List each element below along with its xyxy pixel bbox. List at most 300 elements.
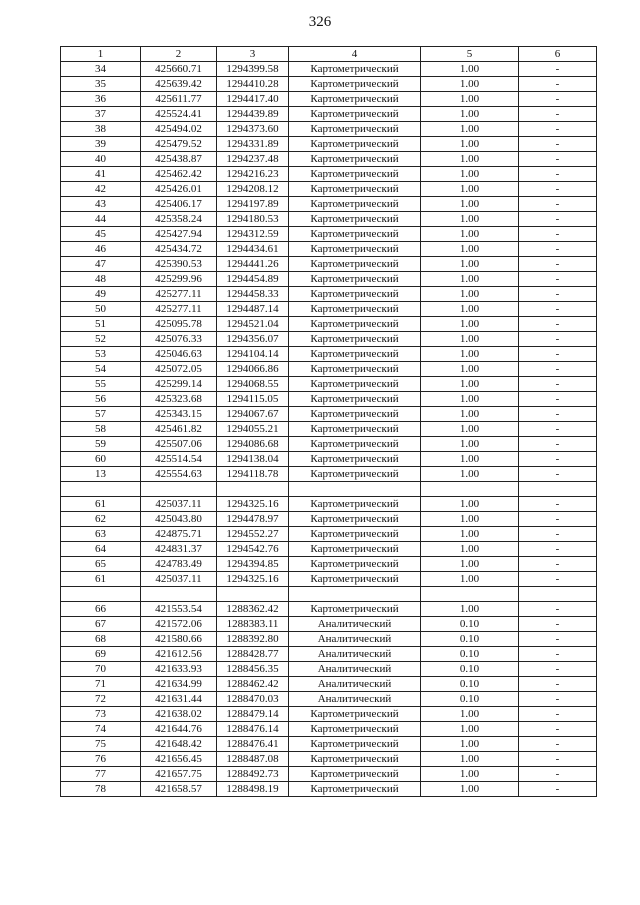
- x-coordinate-cell: 425462.42: [141, 167, 217, 182]
- accuracy-cell: 1.00: [421, 257, 519, 272]
- table-row: [61, 737, 597, 752]
- method-cell: Картометрический: [289, 602, 421, 617]
- x-coordinate-cell: 425438.87: [141, 152, 217, 167]
- accuracy-cell: 1.00: [421, 302, 519, 317]
- point-number-cell: 61: [61, 497, 141, 512]
- point-number-cell: 42: [61, 182, 141, 197]
- y-coordinate-cell: 1294086.68: [217, 437, 289, 452]
- x-coordinate-cell: 421644.76: [141, 722, 217, 737]
- note-cell: -: [519, 347, 597, 362]
- y-coordinate-cell: 1288487.08: [217, 752, 289, 767]
- table-row: [61, 347, 597, 362]
- table-row: [61, 677, 597, 692]
- x-coordinate-cell: 425072.05: [141, 362, 217, 377]
- note-cell: -: [519, 647, 597, 662]
- table-row: [61, 167, 597, 182]
- x-coordinate-cell: 425358.24: [141, 212, 217, 227]
- note-cell: -: [519, 167, 597, 182]
- page-number: 326: [308, 14, 332, 30]
- accuracy-cell: 1.00: [421, 392, 519, 407]
- point-number-cell: 45: [61, 227, 141, 242]
- point-number-cell: 71: [61, 677, 141, 692]
- method-cell: Картометрический: [289, 257, 421, 272]
- y-coordinate-cell: 1294373.60: [217, 122, 289, 137]
- method-cell: Аналитический: [289, 617, 421, 632]
- y-coordinate-cell: [217, 587, 289, 602]
- accuracy-cell: 1.00: [421, 542, 519, 557]
- x-coordinate-cell: 425323.68: [141, 392, 217, 407]
- note-cell: -: [519, 467, 597, 482]
- x-coordinate-cell: 425037.11: [141, 497, 217, 512]
- table-row: [61, 227, 597, 242]
- table-row: [61, 692, 597, 707]
- x-coordinate-cell: 424831.37: [141, 542, 217, 557]
- table-row: [61, 527, 597, 542]
- note-cell: -: [519, 737, 597, 752]
- accuracy-cell: 1.00: [421, 227, 519, 242]
- column-header-3: 3: [217, 47, 289, 62]
- x-coordinate-cell: 425554.63: [141, 467, 217, 482]
- note-cell: -: [519, 557, 597, 572]
- point-number-cell: 13: [61, 467, 141, 482]
- accuracy-cell: 1.00: [421, 242, 519, 257]
- y-coordinate-cell: [217, 482, 289, 497]
- method-cell: Картометрический: [289, 347, 421, 362]
- x-coordinate-cell: 425043.80: [141, 512, 217, 527]
- method-cell: Картометрический: [289, 332, 421, 347]
- y-coordinate-cell: 1294441.26: [217, 257, 289, 272]
- table-row: [61, 137, 597, 152]
- point-number-cell: 59: [61, 437, 141, 452]
- table-row: [61, 452, 597, 467]
- method-cell: Картометрический: [289, 287, 421, 302]
- x-coordinate-cell: 424875.71: [141, 527, 217, 542]
- x-coordinate-cell: 425434.72: [141, 242, 217, 257]
- accuracy-cell: 1.00: [421, 767, 519, 782]
- y-coordinate-cell: 1294399.58: [217, 62, 289, 77]
- table-row: [61, 572, 597, 587]
- x-coordinate-cell: 425507.06: [141, 437, 217, 452]
- point-number-cell: 73: [61, 707, 141, 722]
- y-coordinate-cell: 1294454.89: [217, 272, 289, 287]
- table-row: [61, 407, 597, 422]
- accuracy-cell: 1.00: [421, 197, 519, 212]
- point-number-cell: 69: [61, 647, 141, 662]
- accuracy-cell: [421, 587, 519, 602]
- note-cell: -: [519, 77, 597, 92]
- accuracy-cell: 1.00: [421, 782, 519, 797]
- y-coordinate-cell: 1294237.48: [217, 152, 289, 167]
- accuracy-cell: 1.00: [421, 122, 519, 137]
- table-row: [61, 257, 597, 272]
- table-row: [61, 557, 597, 572]
- point-number-cell: 62: [61, 512, 141, 527]
- method-cell: Картометрический: [289, 497, 421, 512]
- column-header-5: 5: [421, 47, 519, 62]
- note-cell: -: [519, 512, 597, 527]
- y-coordinate-cell: 1294312.59: [217, 227, 289, 242]
- method-cell: Картометрический: [289, 272, 421, 287]
- point-number-cell: 40: [61, 152, 141, 167]
- table-row: [61, 467, 597, 482]
- method-cell: Картометрический: [289, 392, 421, 407]
- y-coordinate-cell: 1288476.41: [217, 737, 289, 752]
- table-row: [61, 542, 597, 557]
- y-coordinate-cell: 1294439.89: [217, 107, 289, 122]
- accuracy-cell: 0.10: [421, 632, 519, 647]
- note-cell: -: [519, 302, 597, 317]
- x-coordinate-cell: 421634.99: [141, 677, 217, 692]
- point-number-cell: 75: [61, 737, 141, 752]
- point-number-cell: 74: [61, 722, 141, 737]
- method-cell: Картометрический: [289, 182, 421, 197]
- y-coordinate-cell: 1288479.14: [217, 707, 289, 722]
- point-number-cell: 67: [61, 617, 141, 632]
- note-cell: -: [519, 422, 597, 437]
- method-cell: Картометрический: [289, 362, 421, 377]
- table-row: [61, 662, 597, 677]
- table-row: [61, 632, 597, 647]
- table-row: [61, 92, 597, 107]
- method-cell: Картометрический: [289, 92, 421, 107]
- point-number-cell: 61: [61, 572, 141, 587]
- method-cell: Картометрический: [289, 752, 421, 767]
- x-coordinate-cell: 425277.11: [141, 287, 217, 302]
- x-coordinate-cell: 425426.01: [141, 182, 217, 197]
- table-row: [61, 62, 597, 77]
- method-cell: Картометрический: [289, 107, 421, 122]
- y-coordinate-cell: 1288383.11: [217, 617, 289, 632]
- accuracy-cell: 1.00: [421, 422, 519, 437]
- point-number-cell: 36: [61, 92, 141, 107]
- table-row: [61, 332, 597, 347]
- method-cell: Аналитический: [289, 662, 421, 677]
- x-coordinate-cell: 421658.57: [141, 782, 217, 797]
- note-cell: -: [519, 707, 597, 722]
- method-cell: Картометрический: [289, 467, 421, 482]
- point-number-cell: 47: [61, 257, 141, 272]
- method-cell: Картометрический: [289, 62, 421, 77]
- table-row: [61, 722, 597, 737]
- y-coordinate-cell: 1294478.97: [217, 512, 289, 527]
- x-coordinate-cell: 421631.44: [141, 692, 217, 707]
- note-cell: -: [519, 572, 597, 587]
- accuracy-cell: 0.10: [421, 677, 519, 692]
- accuracy-cell: 1.00: [421, 332, 519, 347]
- y-coordinate-cell: 1288476.14: [217, 722, 289, 737]
- accuracy-cell: 1.00: [421, 92, 519, 107]
- note-cell: -: [519, 497, 597, 512]
- y-coordinate-cell: 1294055.21: [217, 422, 289, 437]
- y-coordinate-cell: 1294208.12: [217, 182, 289, 197]
- y-coordinate-cell: 1294115.05: [217, 392, 289, 407]
- accuracy-cell: 1.00: [421, 572, 519, 587]
- point-number-cell: 39: [61, 137, 141, 152]
- x-coordinate-cell: 425046.63: [141, 347, 217, 362]
- y-coordinate-cell: 1294552.27: [217, 527, 289, 542]
- point-number-cell: 34: [61, 62, 141, 77]
- note-cell: -: [519, 107, 597, 122]
- method-cell: Картометрический: [289, 212, 421, 227]
- accuracy-cell: 1.00: [421, 182, 519, 197]
- x-coordinate-cell: 425406.17: [141, 197, 217, 212]
- table-row: [61, 422, 597, 437]
- note-cell: -: [519, 377, 597, 392]
- x-coordinate-cell: [141, 482, 217, 497]
- point-number-cell: 50: [61, 302, 141, 317]
- table-row: [61, 212, 597, 227]
- y-coordinate-cell: 1288462.42: [217, 677, 289, 692]
- accuracy-cell: 1.00: [421, 377, 519, 392]
- x-coordinate-cell: 425639.42: [141, 77, 217, 92]
- x-coordinate-cell: 425461.82: [141, 422, 217, 437]
- point-number-cell: 64: [61, 542, 141, 557]
- note-cell: -: [519, 527, 597, 542]
- table-row: [61, 362, 597, 377]
- y-coordinate-cell: 1294066.86: [217, 362, 289, 377]
- method-cell: Картометрический: [289, 302, 421, 317]
- method-cell: Аналитический: [289, 692, 421, 707]
- accuracy-cell: 1.00: [421, 317, 519, 332]
- y-coordinate-cell: 1288492.73: [217, 767, 289, 782]
- note-cell: -: [519, 257, 597, 272]
- accuracy-cell: 1.00: [421, 272, 519, 287]
- x-coordinate-cell: 425299.14: [141, 377, 217, 392]
- point-number-cell: [61, 587, 141, 602]
- x-coordinate-cell: 421657.75: [141, 767, 217, 782]
- method-cell: Картометрический: [289, 152, 421, 167]
- point-number-cell: 60: [61, 452, 141, 467]
- note-cell: -: [519, 767, 597, 782]
- note-cell: -: [519, 677, 597, 692]
- method-cell: [289, 482, 421, 497]
- method-cell: Аналитический: [289, 677, 421, 692]
- accuracy-cell: 0.10: [421, 617, 519, 632]
- note-cell: -: [519, 722, 597, 737]
- accuracy-cell: 1.00: [421, 527, 519, 542]
- method-cell: Аналитический: [289, 647, 421, 662]
- method-cell: Картометрический: [289, 767, 421, 782]
- table-row: [61, 497, 597, 512]
- method-cell: Картометрический: [289, 737, 421, 752]
- table-row: [61, 242, 597, 257]
- y-coordinate-cell: 1294521.04: [217, 317, 289, 332]
- method-cell: Картометрический: [289, 317, 421, 332]
- y-coordinate-cell: 1294417.40: [217, 92, 289, 107]
- x-coordinate-cell: 421648.42: [141, 737, 217, 752]
- x-coordinate-cell: 425343.15: [141, 407, 217, 422]
- point-number-cell: 58: [61, 422, 141, 437]
- coordinates-table: [60, 46, 597, 797]
- x-coordinate-cell: 425494.02: [141, 122, 217, 137]
- note-cell: -: [519, 92, 597, 107]
- note-cell: -: [519, 272, 597, 287]
- method-cell: Картометрический: [289, 227, 421, 242]
- y-coordinate-cell: 1294180.53: [217, 212, 289, 227]
- point-number-cell: 41: [61, 167, 141, 182]
- note-cell: -: [519, 782, 597, 797]
- table-row: [61, 272, 597, 287]
- method-cell: Картометрический: [289, 572, 421, 587]
- note-cell: -: [519, 632, 597, 647]
- accuracy-cell: 1.00: [421, 137, 519, 152]
- point-number-cell: 49: [61, 287, 141, 302]
- accuracy-cell: 1.00: [421, 512, 519, 527]
- y-coordinate-cell: 1288362.42: [217, 602, 289, 617]
- y-coordinate-cell: 1294434.61: [217, 242, 289, 257]
- note-cell: -: [519, 227, 597, 242]
- point-number-cell: 70: [61, 662, 141, 677]
- note-cell: -: [519, 242, 597, 257]
- table-row: [61, 767, 597, 782]
- method-cell: Картометрический: [289, 242, 421, 257]
- note-cell: -: [519, 662, 597, 677]
- x-coordinate-cell: 425390.53: [141, 257, 217, 272]
- method-cell: Картометрический: [289, 197, 421, 212]
- point-number-cell: 66: [61, 602, 141, 617]
- table-row: [61, 107, 597, 122]
- x-coordinate-cell: 424783.49: [141, 557, 217, 572]
- y-coordinate-cell: 1294458.33: [217, 287, 289, 302]
- note-cell: -: [519, 332, 597, 347]
- header-row: [61, 47, 597, 62]
- y-coordinate-cell: 1294216.23: [217, 167, 289, 182]
- point-number-cell: 68: [61, 632, 141, 647]
- y-coordinate-cell: 1294118.78: [217, 467, 289, 482]
- x-coordinate-cell: 421638.02: [141, 707, 217, 722]
- method-cell: [289, 587, 421, 602]
- note-cell: -: [519, 287, 597, 302]
- accuracy-cell: 1.00: [421, 77, 519, 92]
- point-number-cell: 38: [61, 122, 141, 137]
- table-row: [61, 152, 597, 167]
- accuracy-cell: 0.10: [421, 662, 519, 677]
- accuracy-cell: [421, 482, 519, 497]
- table-row: [61, 602, 597, 617]
- y-coordinate-cell: 1294068.55: [217, 377, 289, 392]
- accuracy-cell: 1.00: [421, 497, 519, 512]
- x-coordinate-cell: 421580.66: [141, 632, 217, 647]
- note-cell: -: [519, 197, 597, 212]
- note-cell: -: [519, 122, 597, 137]
- y-coordinate-cell: 1294325.16: [217, 497, 289, 512]
- accuracy-cell: 1.00: [421, 752, 519, 767]
- point-number-cell: 46: [61, 242, 141, 257]
- method-cell: Картометрический: [289, 407, 421, 422]
- accuracy-cell: 1.00: [421, 467, 519, 482]
- method-cell: Картометрический: [289, 137, 421, 152]
- method-cell: Картометрический: [289, 512, 421, 527]
- point-number-cell: 78: [61, 782, 141, 797]
- table-row: [61, 617, 597, 632]
- note-cell: -: [519, 152, 597, 167]
- x-coordinate-cell: 421572.06: [141, 617, 217, 632]
- point-number-cell: 55: [61, 377, 141, 392]
- point-number-cell: 53: [61, 347, 141, 362]
- table-row: [61, 392, 597, 407]
- note-cell: [519, 482, 597, 497]
- accuracy-cell: 1.00: [421, 167, 519, 182]
- note-cell: -: [519, 452, 597, 467]
- point-number-cell: 72: [61, 692, 141, 707]
- accuracy-cell: 1.00: [421, 722, 519, 737]
- y-coordinate-cell: 1288428.77: [217, 647, 289, 662]
- accuracy-cell: 0.10: [421, 647, 519, 662]
- table-body: [61, 62, 597, 797]
- method-cell: Картометрический: [289, 782, 421, 797]
- x-coordinate-cell: 425479.52: [141, 137, 217, 152]
- x-coordinate-cell: 425299.96: [141, 272, 217, 287]
- method-cell: Картометрический: [289, 722, 421, 737]
- point-number-cell: 37: [61, 107, 141, 122]
- table-row: [61, 287, 597, 302]
- column-header-4: 4: [289, 47, 421, 62]
- method-cell: Картометрический: [289, 377, 421, 392]
- table-row: [61, 782, 597, 797]
- accuracy-cell: 1.00: [421, 152, 519, 167]
- note-cell: -: [519, 407, 597, 422]
- y-coordinate-cell: 1294487.14: [217, 302, 289, 317]
- point-number-cell: 52: [61, 332, 141, 347]
- method-cell: Аналитический: [289, 632, 421, 647]
- accuracy-cell: 1.00: [421, 452, 519, 467]
- note-cell: -: [519, 437, 597, 452]
- column-header-6: 6: [519, 47, 597, 62]
- y-coordinate-cell: 1288392.80: [217, 632, 289, 647]
- x-coordinate-cell: 425427.94: [141, 227, 217, 242]
- y-coordinate-cell: 1294104.14: [217, 347, 289, 362]
- method-cell: Картометрический: [289, 527, 421, 542]
- accuracy-cell: 0.10: [421, 692, 519, 707]
- note-cell: -: [519, 137, 597, 152]
- x-coordinate-cell: 425611.77: [141, 92, 217, 107]
- method-cell: Картометрический: [289, 452, 421, 467]
- table-row: [61, 317, 597, 332]
- accuracy-cell: 1.00: [421, 557, 519, 572]
- note-cell: -: [519, 752, 597, 767]
- point-number-cell: 35: [61, 77, 141, 92]
- note-cell: -: [519, 392, 597, 407]
- table-row: [61, 77, 597, 92]
- y-coordinate-cell: 1294356.07: [217, 332, 289, 347]
- accuracy-cell: 1.00: [421, 287, 519, 302]
- method-cell: Картометрический: [289, 122, 421, 137]
- method-cell: Картометрический: [289, 542, 421, 557]
- y-coordinate-cell: 1288498.19: [217, 782, 289, 797]
- table-row: [61, 752, 597, 767]
- x-coordinate-cell: 421656.45: [141, 752, 217, 767]
- x-coordinate-cell: [141, 587, 217, 602]
- accuracy-cell: 1.00: [421, 602, 519, 617]
- table-row: [61, 182, 597, 197]
- accuracy-cell: 1.00: [421, 437, 519, 452]
- y-coordinate-cell: 1294410.28: [217, 77, 289, 92]
- point-number-cell: 48: [61, 272, 141, 287]
- y-coordinate-cell: 1294331.89: [217, 137, 289, 152]
- x-coordinate-cell: 421612.56: [141, 647, 217, 662]
- x-coordinate-cell: 421633.93: [141, 662, 217, 677]
- x-coordinate-cell: 425514.54: [141, 452, 217, 467]
- x-coordinate-cell: 425660.71: [141, 62, 217, 77]
- accuracy-cell: 1.00: [421, 212, 519, 227]
- x-coordinate-cell: 425277.11: [141, 302, 217, 317]
- y-coordinate-cell: 1294067.67: [217, 407, 289, 422]
- note-cell: -: [519, 542, 597, 557]
- x-coordinate-cell: 425524.41: [141, 107, 217, 122]
- x-coordinate-cell: 421553.54: [141, 602, 217, 617]
- note-cell: -: [519, 212, 597, 227]
- column-header-1: 1: [61, 47, 141, 62]
